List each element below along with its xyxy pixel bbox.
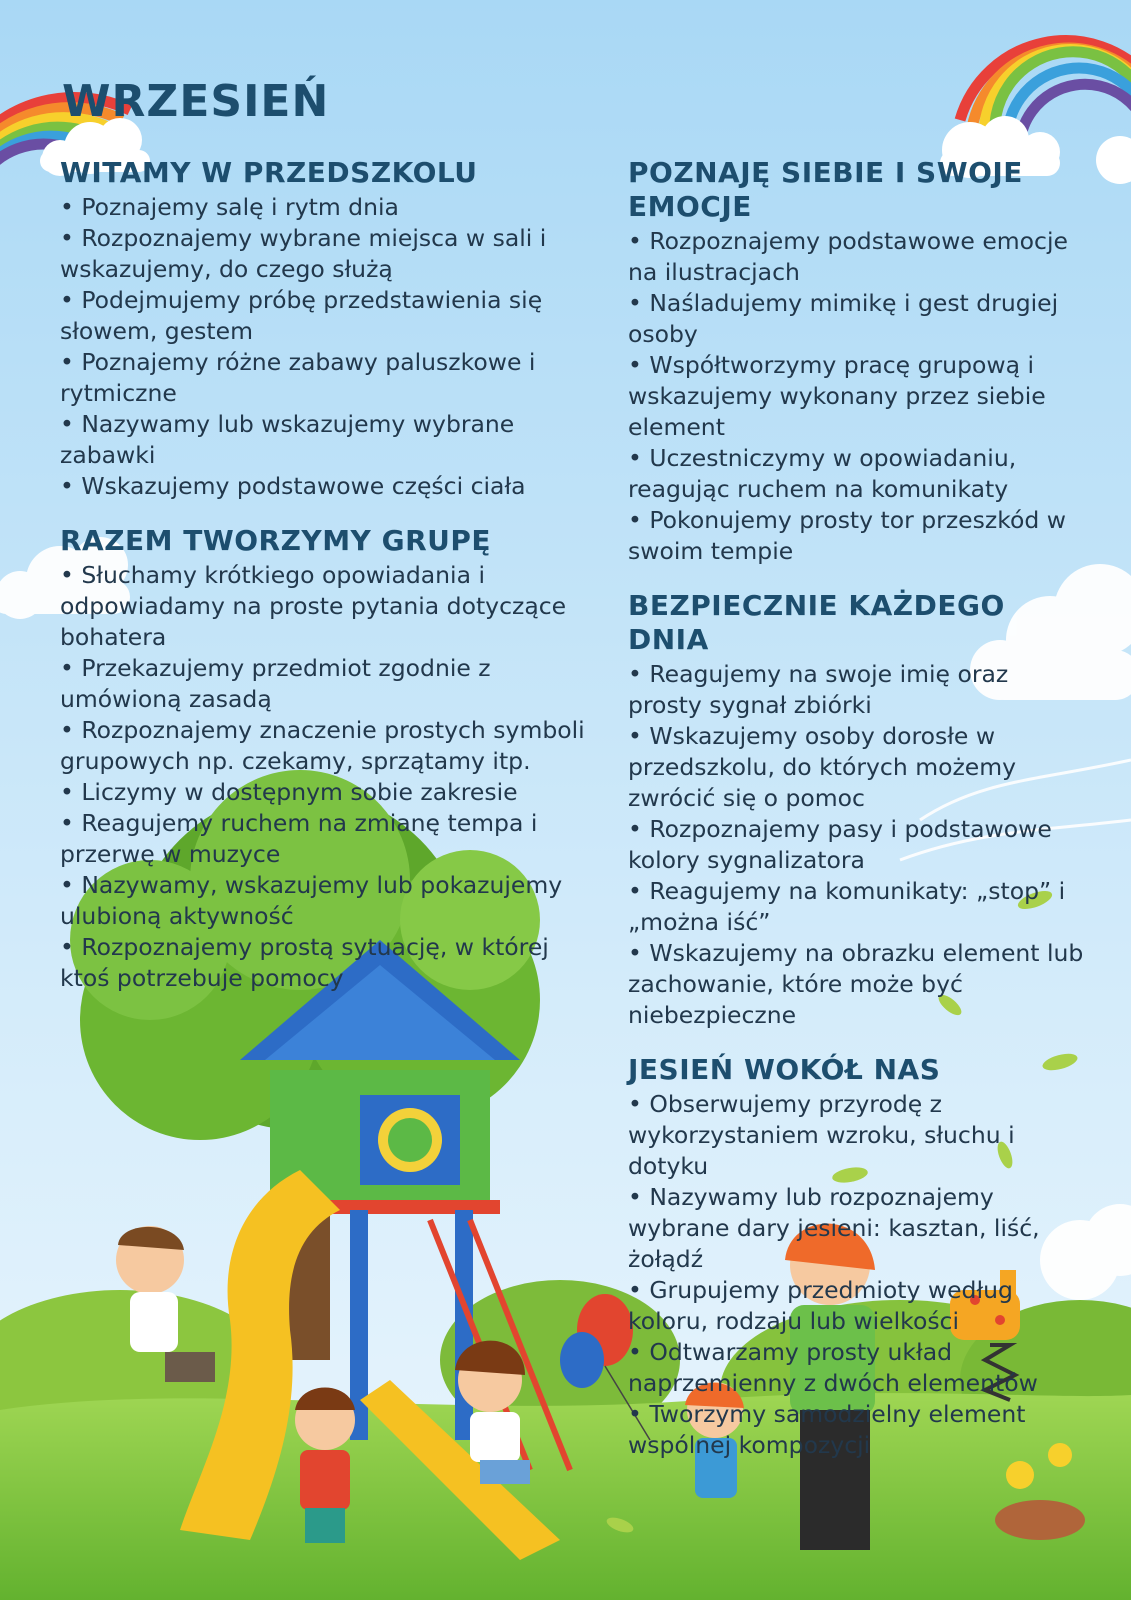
list-item: • Nazywamy lub rozpoznajemy wybrane dary jesieni: kasztan, liść, żołądź bbox=[628, 1182, 1088, 1275]
section-jesien-wokol-nas bbox=[628, 1053, 1088, 1461]
list-item: • Przekazujemy przedmiot zgodnie z umówioną zasadą bbox=[60, 653, 600, 715]
bullet-list bbox=[628, 226, 1088, 567]
list-item: • Reagujemy ruchem na zmianę tempa i przerwę w muzyce bbox=[60, 808, 600, 870]
list-item: • Nazywamy lub wskazujemy wybrane zabawki bbox=[60, 409, 600, 471]
list-item: • Nazywamy, wskazujemy lub pokazujemy ulubioną aktywność bbox=[60, 870, 600, 932]
section-witamy-w-przedszkolu bbox=[60, 156, 600, 502]
list-item: • Reagujemy na swoje imię oraz prosty sygnał zbiórki bbox=[628, 659, 1088, 721]
list-item: • Rozpoznajemy znaczenie prostych symboli grupowych np. czekamy, sprzątamy itp. bbox=[60, 715, 600, 777]
bullet-list bbox=[60, 192, 600, 502]
list-item: • Rozpoznajemy prostą sytuację, w której ktoś potrzebuje pomocy bbox=[60, 932, 600, 994]
list-item: • Tworzymy samodzielny element wspólnej kompozycji bbox=[628, 1399, 1088, 1461]
list-item: • Poznajemy salę i rytm dnia bbox=[60, 192, 600, 223]
list-item: • Reagujemy na komunikaty: „stop” i „można iść” bbox=[628, 876, 1088, 938]
section-heading: POZNAJĘ SIEBIE I SWOJE EMOCJE bbox=[628, 156, 1023, 223]
list-item: • Obserwujemy przyrodę z wykorzystaniem wzroku, słuchu i dotyku bbox=[628, 1089, 1088, 1182]
bullet-list bbox=[628, 659, 1088, 1031]
list-item: • Rozpoznajemy podstawowe emocje na ilustracjach bbox=[628, 226, 1088, 288]
list-item: • Rozpoznajemy wybrane miejsca w sali i wskazujemy, do czego służą bbox=[60, 223, 600, 285]
section-heading: RAZEM TWORZYMY GRUPĘ bbox=[60, 524, 492, 557]
bullet-list bbox=[628, 1089, 1088, 1461]
bullet-list bbox=[60, 560, 600, 994]
section-razem-tworzymy-grupe bbox=[60, 524, 600, 994]
page-title: WRZESIEŃ bbox=[62, 76, 330, 127]
list-item: • Poznajemy różne zabawy paluszkowe i rytmiczne bbox=[60, 347, 600, 409]
left-column bbox=[60, 156, 600, 1016]
list-item: • Wskazujemy na obrazku element lub zachowanie, które może być niebezpieczne bbox=[628, 938, 1088, 1031]
right-column bbox=[628, 156, 1088, 1483]
section-heading: WITAMY W PRZEDSZKOLU bbox=[60, 156, 478, 189]
list-item: • Wskazujemy podstawowe części ciała bbox=[60, 471, 600, 502]
list-item: • Słuchamy krótkiego opowiadania i odpowiadamy na proste pytania dotyczące bohatera bbox=[60, 560, 600, 653]
list-item: • Naśladujemy mimikę i gest drugiej osoby bbox=[628, 288, 1088, 350]
list-item: • Liczymy w dostępnym sobie zakresie bbox=[60, 777, 600, 808]
section-bezpiecznie-kazdego-dnia bbox=[628, 589, 1088, 1031]
list-item: • Podejmujemy próbę przedstawienia się słowem, gestem bbox=[60, 285, 600, 347]
list-item: • Wskazujemy osoby dorosłe w przedszkolu, do których możemy zwrócić się o pomoc bbox=[628, 721, 1088, 814]
section-poznaje-siebie-i-swoje-emocje bbox=[628, 156, 1088, 567]
list-item: • Grupujemy przedmioty według koloru, rodzaju lub wielkości bbox=[628, 1275, 1088, 1337]
list-item: • Współtworzymy pracę grupową i wskazujemy wykonany przez siebie element bbox=[628, 350, 1088, 443]
section-heading: JESIEŃ WOKÓŁ NAS bbox=[628, 1053, 941, 1086]
list-item: • Odtwarzamy prosty układ naprzemienny z dwóch elementów bbox=[628, 1337, 1088, 1399]
section-heading: BEZPIECZNIE KAŻDEGO DNIA bbox=[628, 589, 1005, 656]
list-item: • Pokonujemy prosty tor przeszkód w swoim tempie bbox=[628, 505, 1088, 567]
list-item: • Uczestniczymy w opowiadaniu, reagując ruchem na komunikaty bbox=[628, 443, 1088, 505]
list-item: • Rozpoznajemy pasy i podstawowe kolory sygnalizatora bbox=[628, 814, 1088, 876]
